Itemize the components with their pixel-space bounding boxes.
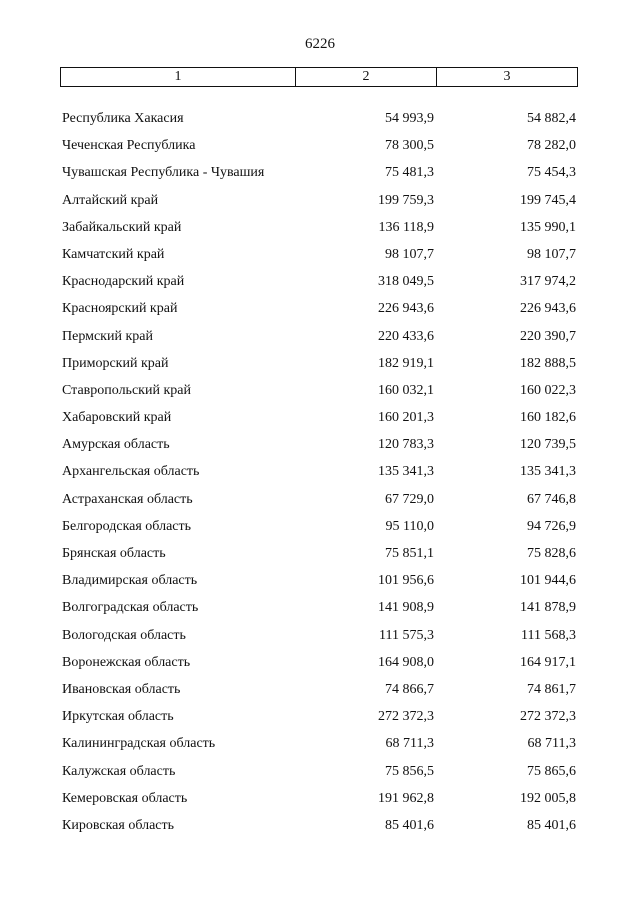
table-row [0,241,640,268]
value-col-2: 75 481,3 [385,165,434,181]
region-name: Калининградская область [62,736,216,752]
table-row [0,649,640,676]
region-name: Чеченская Республика [62,138,196,154]
table-row [0,622,640,649]
value-col-3: 141 878,9 [520,600,576,616]
table-row [0,486,640,513]
value-col-2: 136 118,9 [378,219,434,235]
value-col-2: 226 943,6 [378,301,434,317]
table-row [0,458,640,485]
table-row [0,187,640,214]
value-col-3: 120 739,5 [520,437,576,453]
value-col-2: 120 783,3 [378,437,434,453]
table-row [0,159,640,186]
header-col-1: 1 [61,68,296,86]
page-number: 6226 [305,36,335,52]
region-name: Пермский край [62,328,153,344]
table-row [0,377,640,404]
region-name: Камчатский край [62,246,165,262]
region-name: Волгоградская область [62,600,199,616]
value-col-2: 85 401,6 [385,817,434,833]
region-name: Красноярский край [62,301,178,317]
table-row [0,132,640,159]
region-name: Иркутская область [62,709,174,725]
value-col-3: 85 401,6 [527,817,576,833]
value-col-2: 141 908,9 [378,600,434,616]
value-col-3: 272 372,3 [520,709,576,725]
value-col-3: 75 865,6 [527,763,576,779]
value-col-2: 95 110,0 [385,518,434,534]
value-col-3: 226 943,6 [520,301,576,317]
table-row [0,350,640,377]
table-row [0,214,640,241]
table-row [0,758,640,785]
table-row [0,404,640,431]
value-col-3: 135 990,1 [520,219,576,235]
value-col-2: 191 962,8 [378,790,434,806]
region-name: Ставропольский край [62,382,191,398]
table-row [0,594,640,621]
value-col-3: 75 454,3 [527,165,576,181]
value-col-2: 75 856,5 [385,763,434,779]
value-col-3: 78 282,0 [527,138,576,154]
value-col-3: 94 726,9 [527,518,576,534]
value-col-3: 135 341,3 [520,464,576,480]
value-col-2: 111 575,3 [379,627,434,643]
table-row [0,567,640,594]
region-name: Амурская область [62,437,170,453]
value-col-3: 54 882,4 [527,111,576,126]
value-col-2: 272 372,3 [378,709,434,725]
value-col-3: 75 828,6 [527,546,576,561]
table-row [0,268,640,295]
value-col-3: 74 861,7 [527,681,576,697]
region-name: Республика Хакасия [62,111,184,126]
table-row [0,812,640,839]
value-col-2: 199 759,3 [378,192,434,208]
value-col-2: 54 993,9 [385,111,434,126]
region-name: Ивановская область [62,681,181,697]
value-col-2: 78 300,5 [385,138,434,154]
table-row [0,540,640,567]
value-col-2: 318 049,5 [378,274,434,290]
value-col-3: 160 022,3 [520,382,576,398]
region-name: Белгородская область [62,518,192,534]
region-name: Архангельская область [62,464,200,480]
value-col-2: 160 032,1 [378,382,434,398]
table-row [0,676,640,703]
table-row [0,295,640,322]
region-name: Астраханская область [62,491,193,507]
table-body [0,105,640,839]
value-col-2: 160 201,3 [378,410,434,426]
region-name: Чувашская Республика - Чувашия [62,165,265,181]
value-col-2: 182 919,1 [378,355,434,371]
header-col-3: 3 [503,69,511,84]
value-col-3: 199 745,4 [520,192,576,208]
header-col-2: 2 [296,68,437,86]
value-col-2: 135 341,3 [378,464,434,480]
table-row [0,513,640,540]
value-col-3: 67 746,8 [527,491,576,507]
region-name: Краснодарский край [62,274,185,290]
region-name: Брянская область [62,546,166,561]
value-col-2: 101 956,6 [378,573,434,589]
value-col-2: 74 866,7 [385,681,434,697]
value-col-3: 182 888,5 [520,355,576,371]
table-row [0,703,640,730]
value-col-3: 68 711,3 [527,736,576,752]
value-col-2: 67 729,0 [385,491,434,507]
table-row [0,105,640,132]
table-row [0,323,640,350]
value-col-2: 98 107,7 [385,246,434,262]
value-col-2: 220 433,6 [378,328,434,344]
value-col-3: 160 182,6 [520,410,576,426]
region-name: Кировская область [62,817,175,833]
value-col-2: 75 851,1 [385,546,434,561]
value-col-3: 111 568,3 [521,627,576,643]
value-col-3: 317 974,2 [520,274,576,290]
region-name: Калужская область [62,763,176,779]
region-name: Владимирская область [62,573,198,589]
region-name: Хабаровский край [62,410,172,426]
region-name: Вологодская область [62,627,186,643]
value-col-2: 68 711,3 [385,736,434,752]
value-col-3: 164 917,1 [520,654,576,670]
region-name: Забайкальский край [62,219,182,235]
table-row [0,431,640,458]
value-col-3: 192 005,8 [520,790,576,806]
table-row [0,730,640,757]
region-name: Алтайский край [62,192,159,208]
value-col-3: 98 107,7 [527,246,576,262]
table-row [0,785,640,812]
region-name: Кемеровская область [62,790,188,806]
table-header [60,67,578,87]
region-name: Приморский край [62,355,169,371]
region-name: Воронежская область [62,654,191,670]
value-col-3: 220 390,7 [520,328,576,344]
value-col-2: 164 908,0 [378,654,434,670]
value-col-3: 101 944,6 [520,573,576,589]
